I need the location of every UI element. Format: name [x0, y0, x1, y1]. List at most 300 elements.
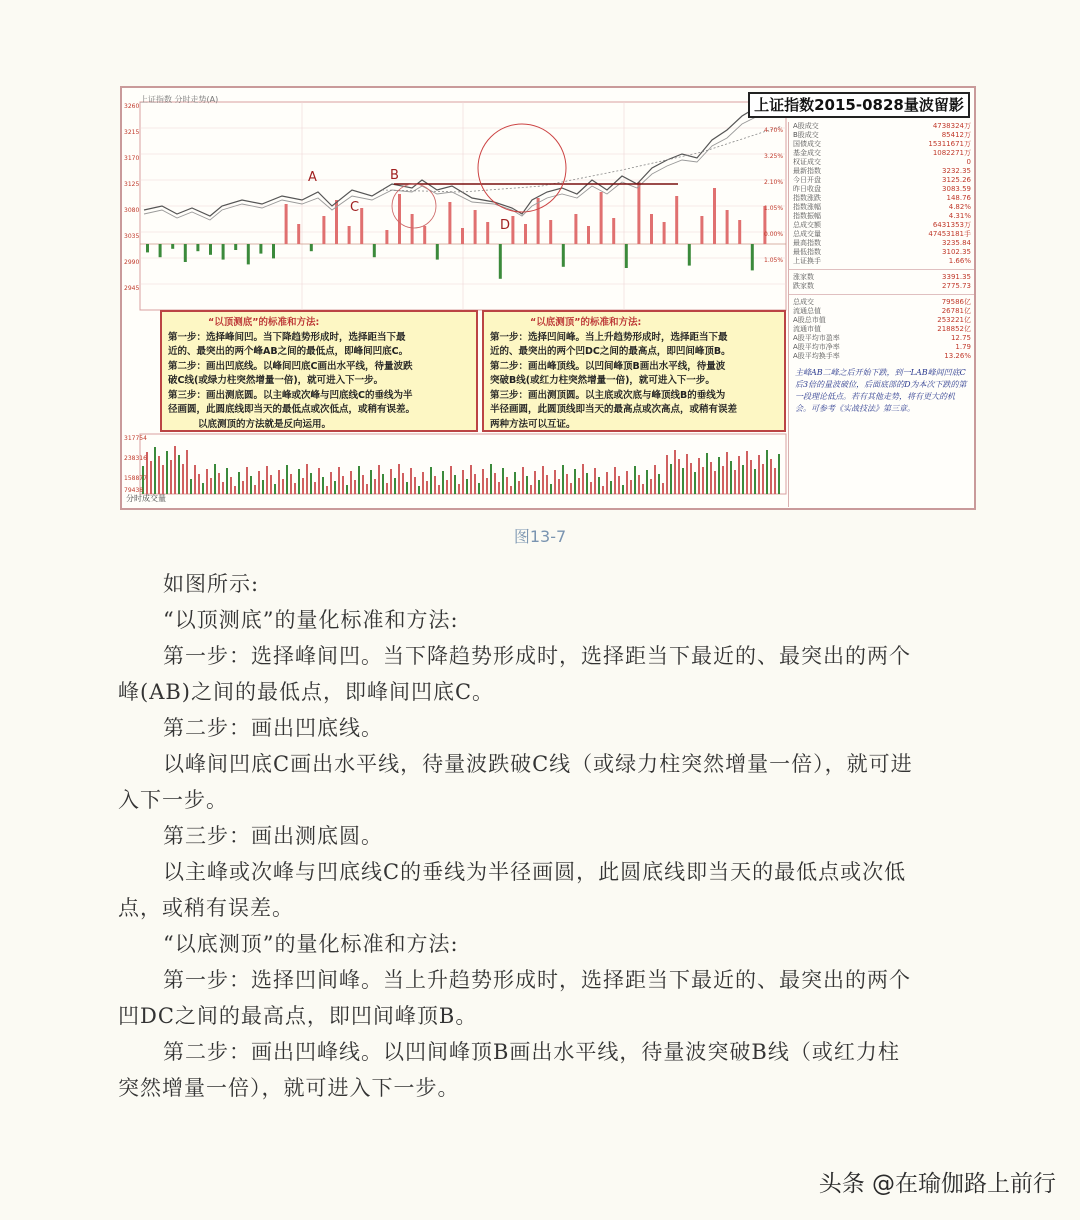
force-bar	[738, 220, 741, 244]
force-bar	[726, 210, 729, 244]
stat-row	[789, 167, 975, 176]
volume-label: 分时成交量	[126, 494, 166, 503]
force-bar	[398, 194, 401, 244]
volume-bar	[470, 465, 472, 494]
svg-text:1.05%: 1.05%	[764, 205, 784, 212]
stat-row	[789, 298, 975, 307]
stat-row	[789, 149, 975, 158]
volume-bar	[742, 465, 744, 494]
volume-bar	[510, 486, 512, 494]
volume-bar	[778, 454, 780, 494]
force-bar	[625, 244, 628, 268]
chart-figure	[120, 86, 976, 510]
volume-bar	[474, 474, 476, 494]
stat-label: A股总市值	[793, 316, 826, 324]
force-bar	[209, 244, 212, 255]
volume-bar	[414, 477, 416, 494]
volume-bar	[634, 466, 636, 494]
body-paragraph: 第二步：画出凹峰线。以凹间峰顶B画出水平线，待量波突破B线（或红力柱	[163, 1040, 900, 1064]
volume-bar	[438, 485, 440, 494]
svg-text:3215: 3215	[124, 129, 140, 136]
volume-bar	[330, 472, 332, 494]
volume-bar	[426, 481, 428, 494]
svg-text:317754: 317754	[124, 435, 147, 442]
volume-bar	[238, 472, 240, 494]
svg-text:79438: 79438	[124, 487, 144, 494]
stat-label: 指数振幅	[793, 212, 821, 220]
volume-bar	[234, 486, 236, 494]
volume-bar	[294, 483, 296, 494]
volume-bar	[582, 464, 584, 494]
volume-bar	[754, 469, 756, 494]
top-to-bottom-method-box	[160, 310, 478, 432]
left-box-line: 以底测顶的方法就是反向运用。	[198, 418, 332, 430]
stat-label: 今日开盘	[793, 176, 821, 184]
volume-bar	[262, 480, 264, 494]
stat-label: 国债成交	[793, 140, 821, 148]
volume-bar	[430, 467, 432, 494]
volume-bar	[682, 468, 684, 494]
volume-bar	[770, 459, 772, 494]
volume-bar	[550, 484, 552, 494]
volume-bar	[690, 463, 692, 494]
volume-bar	[378, 465, 380, 494]
stat-row	[789, 334, 975, 343]
volume-bar	[486, 478, 488, 494]
volume-bar	[402, 473, 404, 494]
force-bar	[423, 226, 426, 244]
volume-bar	[318, 468, 320, 494]
volume-bar	[382, 474, 384, 494]
volume-bar	[286, 465, 288, 494]
right-box-line: 半径画圆，此圆顶线即当天的最高点或次高点，或稍有误差	[490, 404, 738, 415]
volume-bar	[606, 472, 608, 494]
volume-bar	[446, 480, 448, 494]
volume-bar	[298, 469, 300, 494]
stat-value: 1082271万	[932, 149, 971, 157]
volume-bar	[574, 469, 576, 494]
stat-label: 总成交	[793, 298, 814, 306]
volume-bar	[618, 476, 620, 494]
force-bar	[549, 220, 552, 244]
stat-label: 流通总值	[793, 307, 821, 315]
force-bar	[612, 218, 615, 244]
force-bar	[373, 244, 376, 257]
force-bar	[663, 222, 666, 244]
stat-label: 流通市值	[793, 325, 821, 333]
force-bar	[385, 230, 388, 244]
svg-text:2.10%: 2.10%	[764, 179, 784, 186]
stat-value: 2775.73	[942, 282, 971, 290]
volume-bar	[342, 476, 344, 494]
force-bar	[411, 214, 414, 244]
volume-bar	[658, 474, 660, 494]
force-bar	[600, 192, 603, 244]
svg-text:238316: 238316	[124, 455, 147, 462]
volume-bar	[746, 451, 748, 494]
left-box-line: 近的、最突出的两个峰AB之间的最低点，即峰间凹底C。	[168, 346, 409, 357]
body-paragraph: 第一步：选择峰间凹。当下降趋势形成时，选择距当下最近的、最突出的两个	[163, 644, 911, 668]
left-box-line: 破C线(或绿力柱突然增量一倍)，就可进入下一步。	[168, 375, 384, 386]
force-bar	[499, 244, 502, 279]
stat-row	[789, 343, 975, 352]
right-box-title: “以底测顶”的标准和方法:	[530, 317, 642, 328]
volume-bar	[162, 465, 164, 494]
volume-bar	[670, 464, 672, 494]
svg-text:2945: 2945	[124, 285, 140, 292]
stat-value: 0	[966, 158, 971, 166]
stat-value: 3125.26	[942, 176, 971, 184]
volume-bar	[674, 450, 676, 494]
left-box-line: 第二步：画出凹底线。以峰间凹底C画出水平线，待量波跌	[168, 360, 413, 372]
stat-row	[789, 352, 975, 361]
left-box-line: 径画圆，此圆底线即当天的最低点或次低点，或稍有误差。	[168, 404, 416, 415]
volume-bar	[502, 468, 504, 494]
volume-bar	[646, 470, 648, 494]
force-bar	[272, 244, 275, 258]
stat-value: 15311671万	[928, 140, 971, 148]
stat-value: 218852亿	[937, 325, 971, 333]
stat-row	[789, 131, 975, 140]
volume-bar	[722, 466, 724, 494]
volume-bar	[410, 468, 412, 494]
volume-bar	[490, 464, 492, 494]
svg-text:3080: 3080	[124, 207, 140, 214]
volume-bar	[710, 462, 712, 494]
stat-row	[789, 212, 975, 221]
force-bar	[688, 244, 691, 266]
volume-bar	[538, 480, 540, 494]
volume-bar	[482, 469, 484, 494]
volume-bar	[158, 456, 160, 494]
force-bar	[650, 214, 653, 244]
stat-label: 最新指数	[793, 167, 821, 175]
volume-bar	[226, 468, 228, 494]
force-bar	[537, 198, 540, 244]
stat-label: 指数涨幅	[793, 203, 821, 211]
stat-value: 26781亿	[941, 307, 971, 315]
stat-row	[789, 158, 975, 167]
volume-bar	[630, 480, 632, 494]
volume-bar	[614, 467, 616, 494]
volume-bar	[478, 483, 480, 494]
volume-bar	[398, 464, 400, 494]
volume-bar	[570, 483, 572, 494]
volume-bar	[514, 472, 516, 494]
volume-bar	[498, 482, 500, 494]
volume-bar	[370, 470, 372, 494]
stat-label: A股平均市净率	[793, 343, 840, 351]
stat-label: 权证成交	[793, 158, 821, 166]
volume-bar	[198, 474, 200, 494]
volume-bar	[322, 477, 324, 494]
stat-row	[789, 282, 975, 291]
force-bar	[511, 216, 514, 244]
volume-bar	[150, 461, 152, 494]
force-bar	[675, 196, 678, 244]
volume-bar	[706, 453, 708, 494]
volume-bar	[650, 479, 652, 494]
force-bar	[348, 226, 351, 244]
volume-bar	[310, 473, 312, 494]
body-paragraph: 如图所示:	[163, 572, 260, 596]
force-bar	[322, 216, 325, 244]
volume-bar	[758, 455, 760, 494]
volume-bar	[506, 477, 508, 494]
volume-bar	[542, 466, 544, 494]
body-paragraph: “以底测顶”的量化标准和方法:	[163, 932, 459, 956]
point-d-label: D	[500, 218, 511, 233]
body-paragraph: 第三步：画出测底圆。	[163, 824, 383, 848]
stat-value: 4.31%	[948, 212, 971, 220]
force-bar	[171, 244, 174, 249]
force-bar	[146, 244, 149, 252]
volume-bar	[218, 473, 220, 494]
volume-bar	[334, 481, 336, 494]
force-bar	[436, 244, 439, 260]
stat-label: 最高指数	[793, 239, 821, 247]
stat-label: 上证换手	[793, 257, 821, 265]
volume-bar	[662, 483, 664, 494]
volume-bar	[282, 479, 284, 494]
stat-label: B股成交	[793, 131, 819, 139]
volume-bar	[306, 464, 308, 494]
body-paragraph: 以峰间凹底C画出水平线，待量波跌破C线（或绿力柱突然增量一倍），就可进	[163, 752, 913, 776]
volume-bar	[602, 486, 604, 494]
volume-bar	[450, 466, 452, 494]
stat-value: 47453181手	[928, 230, 971, 238]
volume-bar	[266, 466, 268, 494]
body-text	[118, 566, 978, 1106]
volume-bar	[774, 468, 776, 494]
volume-bar	[734, 470, 736, 494]
volume-bar	[522, 467, 524, 494]
volume-bar	[354, 480, 356, 494]
stat-row	[789, 122, 975, 131]
volume-bar	[390, 469, 392, 494]
svg-text:3.25%: 3.25%	[764, 153, 784, 160]
stat-row	[789, 257, 975, 266]
volume-bar	[258, 471, 260, 494]
stat-value: 4.82%	[948, 203, 971, 211]
stat-value: 3102.35	[942, 248, 971, 256]
stat-value: 148.76	[946, 194, 971, 202]
volume-bar	[698, 458, 700, 494]
stat-label: 最低指数	[793, 248, 821, 256]
volume-bar	[418, 486, 420, 494]
right-box-line: 突破B线(或红力柱突然增量一倍)，就可进入下一步。	[490, 375, 715, 386]
force-bar	[184, 244, 187, 262]
volume-bar	[454, 475, 456, 494]
volume-bar	[530, 485, 532, 494]
body-paragraph: 以主峰或次峰与凹底线C的垂线为半径画圆，此圆底线即当天的最低点或次低	[163, 860, 907, 884]
volume-bar	[214, 464, 216, 494]
force-bar	[637, 182, 640, 244]
volume-bar	[182, 464, 184, 494]
body-paragraph: 点，或稍有误差。	[118, 896, 294, 920]
volume-bar	[458, 484, 460, 494]
watermark: 头条 @在瑜伽路上前行	[818, 1171, 1056, 1197]
force-bar	[562, 244, 565, 267]
force-bar	[448, 202, 451, 244]
volume-bar	[762, 464, 764, 494]
volume-bar	[326, 486, 328, 494]
stat-row	[789, 307, 975, 316]
volume-bar	[562, 465, 564, 494]
force-bar	[310, 244, 313, 251]
force-bar	[360, 208, 363, 244]
volume-bar	[242, 481, 244, 494]
stat-label: 指数涨跌	[793, 194, 821, 202]
stat-label: A股成交	[793, 122, 819, 130]
volume-bar	[462, 470, 464, 494]
volume-bar	[206, 469, 208, 494]
body-paragraph: 凹DC之间的最高点，即凹间峰顶B。	[118, 1004, 478, 1028]
volume-bar	[702, 467, 704, 494]
volume-bar	[202, 483, 204, 494]
stat-row	[789, 176, 975, 185]
volume-bar	[194, 465, 196, 494]
stat-label: 总成交量	[793, 230, 821, 238]
stat-label: 总成交额	[793, 221, 821, 229]
volume-bar	[566, 474, 568, 494]
force-bar	[196, 244, 199, 251]
force-bar	[461, 228, 464, 244]
volume-bar	[222, 482, 224, 494]
force-bar	[574, 214, 577, 244]
force-bar	[486, 222, 489, 244]
stat-row	[789, 194, 975, 203]
svg-text:3125: 3125	[124, 181, 140, 188]
volume-bar	[610, 481, 612, 494]
right-box-line: 第一步：选择凹间峰。当上升趋势形成时，选择距当下最	[490, 331, 728, 343]
volume-bar	[638, 475, 640, 494]
body-paragraph: 入下一步。	[118, 788, 228, 812]
figure-caption: 图13-7	[513, 527, 567, 546]
volume-bar	[726, 452, 728, 494]
volume-bar	[346, 485, 348, 494]
volume-bar	[534, 471, 536, 494]
divider	[789, 294, 975, 295]
stat-value: 79586亿	[941, 298, 971, 306]
volume-bar	[494, 473, 496, 494]
volume-bar	[270, 475, 272, 494]
volume-bar	[386, 483, 388, 494]
stat-value: 85412万	[941, 131, 971, 139]
stat-value: 1.66%	[948, 257, 971, 265]
body-paragraph: 峰(AB)之间的最低点，即峰间凹底C。	[118, 680, 495, 704]
volume-bar	[654, 465, 656, 494]
volume-bar	[210, 478, 212, 494]
volume-bar	[738, 456, 740, 494]
force-bar	[247, 244, 250, 264]
stat-value: 3232.35	[942, 167, 971, 175]
stat-label: 涨家数	[793, 273, 814, 281]
svg-text:4.70%: 4.70%	[764, 127, 784, 134]
force-bar	[587, 226, 590, 244]
volume-bar	[190, 479, 192, 494]
stat-value: 4738324万	[932, 122, 971, 130]
stat-row	[789, 203, 975, 212]
volume-bar	[290, 474, 292, 494]
volume-bar	[678, 459, 680, 494]
volume-bar	[166, 451, 168, 494]
stat-row	[789, 239, 975, 248]
force-bar	[285, 204, 288, 244]
force-bar	[159, 244, 162, 257]
force-bar	[297, 224, 300, 244]
left-box-title: “以顶测底”的标准和方法:	[208, 317, 320, 328]
volume-bar	[666, 455, 668, 494]
volume-bar	[278, 470, 280, 494]
left-box-line: 第三步：画出测底圆。以主峰或次峰与凹底线C的垂线为半	[168, 389, 413, 401]
stat-label: 跌家数	[793, 282, 814, 290]
right-box-line: 第三步：画出测顶圆。以主底或次底与峰顶线B的垂线为	[490, 389, 726, 401]
volume-bar	[358, 466, 360, 494]
volume-bar	[622, 485, 624, 494]
stat-row	[789, 185, 975, 194]
svg-text:1.05%: 1.05%	[764, 257, 784, 264]
volume-bar	[714, 471, 716, 494]
point-c-label: C	[350, 200, 360, 215]
volume-bar	[250, 476, 252, 494]
stat-value: 1.79	[955, 343, 971, 351]
body-paragraph: 第一步：选择凹间峰。当上升趋势形成时，选择距当下最近的、最突出的两个	[163, 968, 911, 992]
volume-bar	[718, 457, 720, 494]
force-bar	[524, 224, 527, 244]
volume-bar	[686, 454, 688, 494]
volume-bar	[374, 479, 376, 494]
volume-bar	[594, 468, 596, 494]
bottom-to-top-method-box	[482, 310, 786, 432]
volume-bar	[366, 484, 368, 494]
point-a-label: A	[308, 170, 317, 185]
stat-row	[789, 325, 975, 334]
stat-row	[789, 140, 975, 149]
volume-bar	[350, 471, 352, 494]
stat-value: 3083.59	[942, 185, 971, 193]
volume-bar	[302, 478, 304, 494]
svg-text:3170: 3170	[124, 155, 140, 162]
volume-bar	[598, 477, 600, 494]
stat-value: 3391.35	[942, 273, 971, 281]
right-box-line: 两种方法可以互证。	[490, 418, 576, 430]
volume-bar	[642, 484, 644, 494]
stat-label: A股平均市盈率	[793, 334, 840, 342]
volume-bar	[546, 475, 548, 494]
force-bar	[259, 244, 262, 254]
volume-bar	[274, 484, 276, 494]
stat-value: 12.75	[950, 334, 971, 342]
volume-bar	[254, 485, 256, 494]
volume-bar	[362, 475, 364, 494]
volume-bar	[174, 446, 176, 494]
stat-label: 基金成交	[793, 149, 821, 157]
volume-bar	[154, 447, 156, 494]
volume-bar	[466, 479, 468, 494]
volume-bar	[434, 476, 436, 494]
stat-row	[789, 273, 975, 282]
volume-bar	[586, 473, 588, 494]
volume-bar	[394, 478, 396, 494]
volume-bar	[518, 481, 520, 494]
stat-row	[789, 248, 975, 257]
figure-title: 上证指数2015-0828量波留影	[748, 92, 970, 118]
volume-bar	[406, 482, 408, 494]
svg-text:3260: 3260	[124, 103, 140, 110]
market-stats-panel	[788, 122, 975, 507]
force-bar	[700, 216, 703, 244]
